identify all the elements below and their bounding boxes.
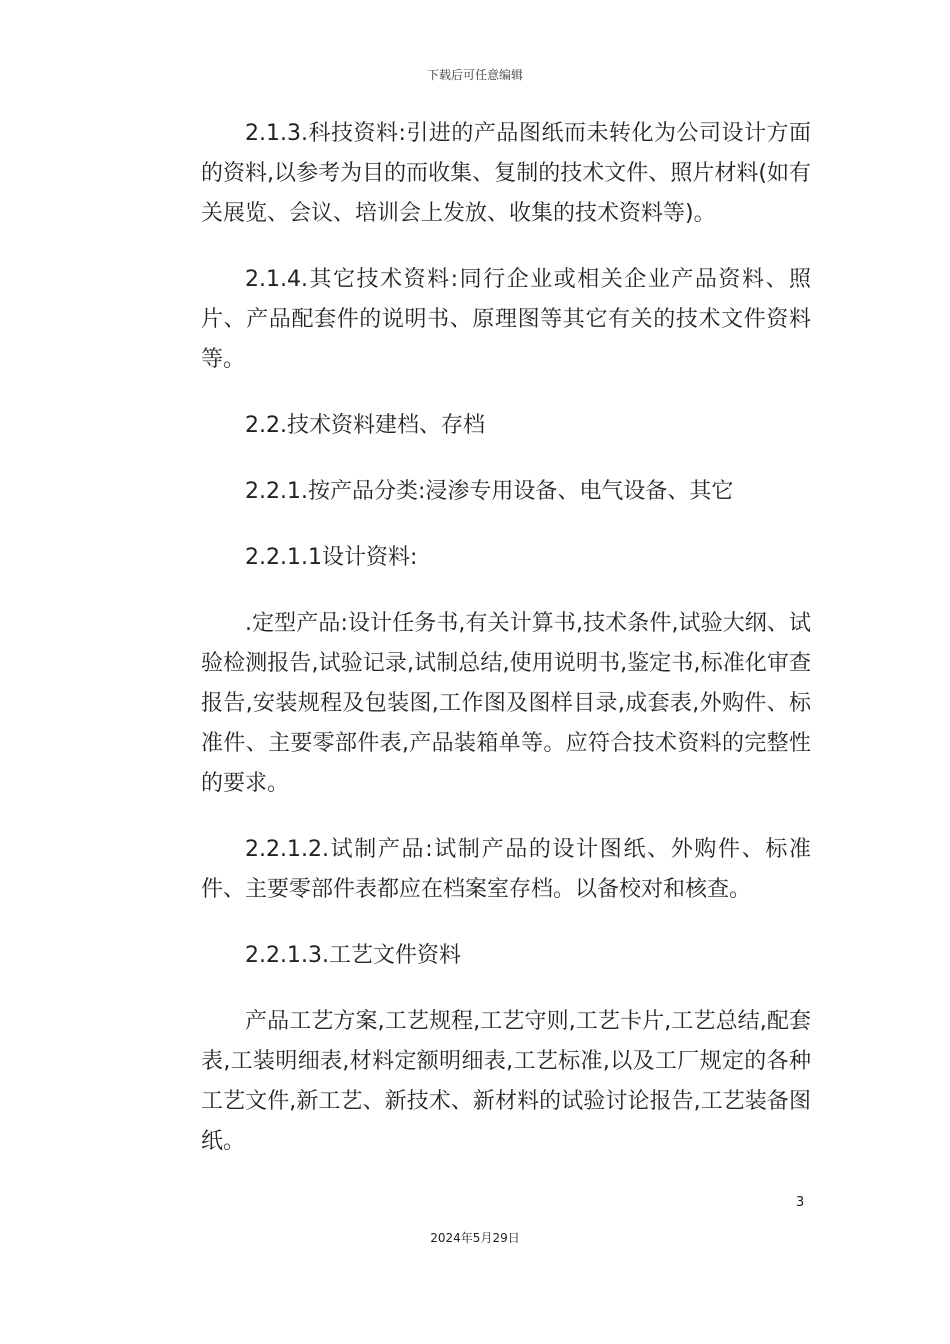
document-body [201,114,811,1188]
heading-2-2-1-3: 2.2.1.3.工艺文件资料 [245,943,461,968]
paragraph-2-1-4: 2.1.4.其它技术资料:同行企业或相关企业产品资料、照片、产品配套件的说明书、原理图等其它有关的技术文件资料等。 [201,267,811,372]
paragraph-2-2-1: 2.2.1.按产品分类:浸渗专用设备、电气设备、其它 [245,479,734,504]
page-header: 下载后可任意编辑 [426,68,523,82]
paragraph-2-1-3: 2.1.3.科技资料:引进的产品图纸而未转化为公司设计方面的资料,以参考为目的而收集、复制的技术文件、照片材料(如有关展览、会议、培训会上发放、收集的技术资料等)。 [201,121,811,226]
heading-2-2: 2.2.技术资料建档、存档 [245,413,485,438]
page-footer-date: 2024年5月29日 [430,1231,520,1245]
heading-2-2-1-1: 2.2.1.1设计资料: [245,545,418,570]
page-number: 3 [796,1195,805,1210]
paragraph-finalized-products: .定型产品:设计任务书,有关计算书,技术条件,试验大纲、试验检测报告,试验记录,试制总结,使用说明书,鉴定书,标准化审查报告,安装规程及包装图,工作图及图样目录,成套表,外购件、标准件、主要零部件表,产品装箱单等。应符合技术资料的完整性的要求。 [201,611,811,796]
paragraph-2-2-1-2: 2.2.1.2.试制产品:试制产品的设计图纸、外购件、标准件、主要零部件表都应在档案室存档。以备校对和核查。 [201,837,811,902]
paragraph-process-documents: 产品工艺方案,工艺规程,工艺守则,工艺卡片,工艺总结,配套表,工装明细表,材料定额明细表,工艺标准,以及工厂规定的各种工艺文件,新工艺、新技术、新材料的试验讨论报告,工艺装备图纸。 [201,1009,811,1154]
